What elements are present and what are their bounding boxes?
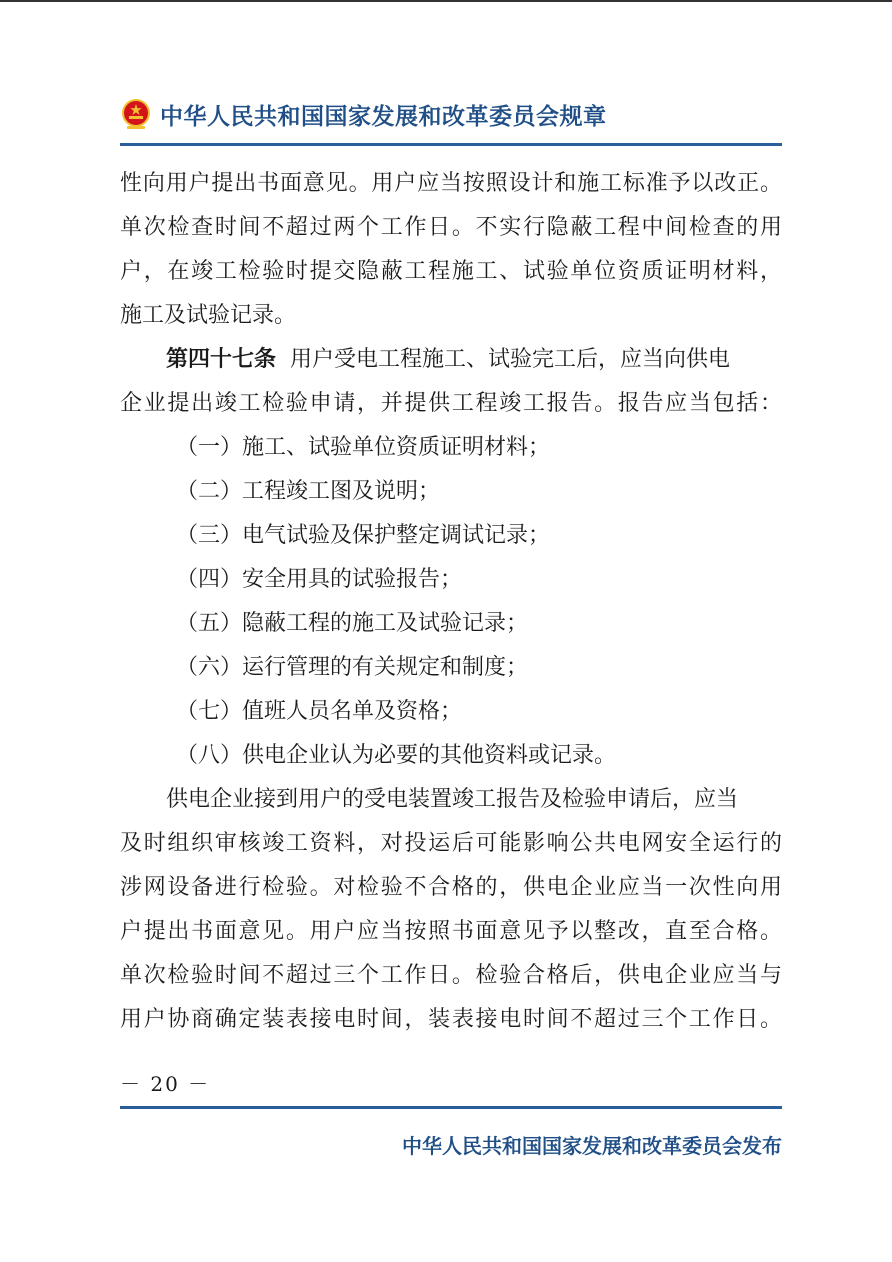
list-item: （六）运行管理的有关规定和制度； <box>176 655 529 680</box>
document-header <box>120 94 782 134</box>
text-line: 用户协商确定装表接电时间，装表接电时间不超过三个工作日。 <box>120 1007 782 1032</box>
text-line: 单次检查时间不超过两个工作日。不实行隐蔽工程中间检查的用 <box>120 215 782 240</box>
list-item: （七）值班人员名单及资格； <box>176 699 463 724</box>
list-item: （五）隐蔽工程的施工及试验记录； <box>176 611 529 636</box>
header-title: 中华人民共和国国家发展和改革委员会规章 <box>160 103 607 130</box>
list-item: （四）安全用具的试验报告； <box>176 567 463 592</box>
footer-rule <box>120 1106 782 1109</box>
text-line: 涉网设备进行检验。对检验不合格的，供电企业应当一次性向用 <box>120 875 782 900</box>
list-item: （三）电气试验及保护整定调试记录； <box>176 523 551 548</box>
text-line: 单次检验时间不超过三个工作日。检验合格后，供电企业应当与 <box>120 963 782 988</box>
text-line: 施工及试验记录。 <box>120 303 297 328</box>
article-heading: 第四十七条 <box>166 347 277 372</box>
document-body <box>120 162 782 1042</box>
list-item: （八）供电企业认为必要的其他资料或记录。 <box>176 743 617 768</box>
footer-title: 中华人民共和国国家发展和改革委员会发布 <box>402 1134 782 1158</box>
text-line: 及时组织审核竣工资料，对投运后可能影响公共电网安全运行的 <box>120 831 782 856</box>
article-47-first-line <box>120 338 782 382</box>
text-line: 企业提出竣工检验申请，并提供工程竣工报告。报告应当包括： <box>120 391 782 416</box>
national-emblem-icon <box>120 98 152 130</box>
list-item: （一）施工、试验单位资质证明材料； <box>176 435 551 460</box>
text-line: 供电企业接到用户的受电装置竣工报告及检验申请后，应当 <box>166 787 739 812</box>
page-number: － 20 － <box>120 1072 211 1096</box>
text-line: 户提出书面意见。用户应当按照书面意见予以整改，直至合格。 <box>120 919 782 944</box>
list-item: （二）工程竣工图及说明； <box>176 479 441 504</box>
page-top-border <box>0 0 892 2</box>
text-line: 户，在竣工检验时提交隐蔽工程施工、试验单位资质证明材料， <box>120 259 782 284</box>
article-text: 用户受电工程施工、试验完工后，应当向供电 <box>290 347 731 372</box>
header-rule <box>120 143 782 146</box>
text-line: 性向用户提出书面意见。用户应当按照设计和施工标准予以改正。 <box>120 171 782 196</box>
